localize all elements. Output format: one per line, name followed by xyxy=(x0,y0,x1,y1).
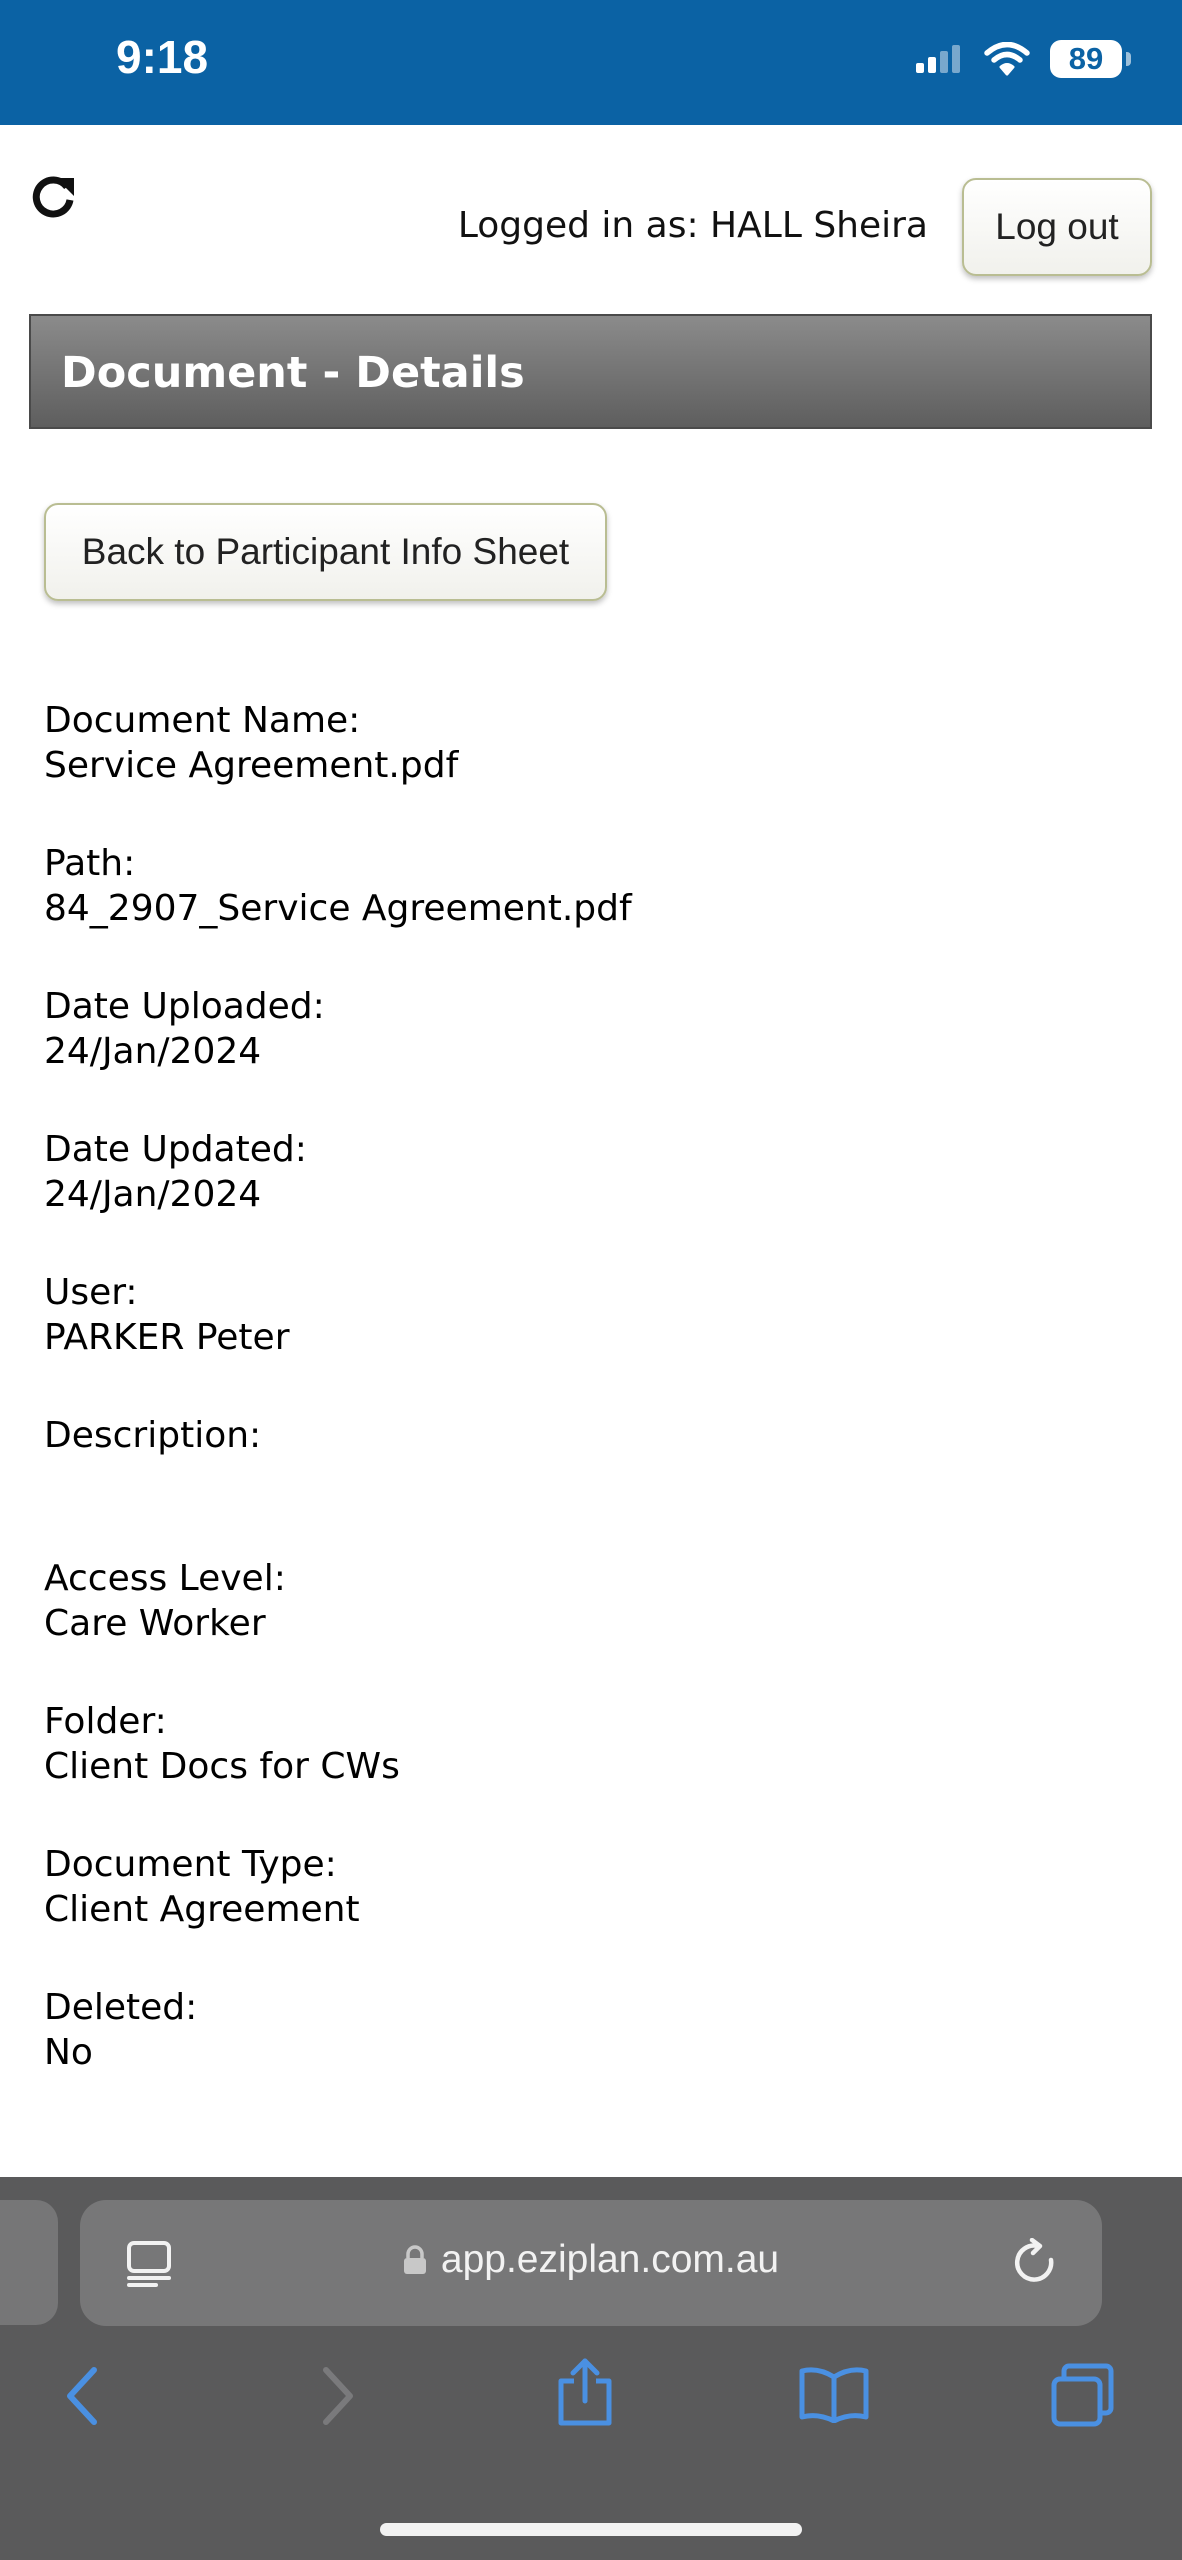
field-label: Document Name: xyxy=(44,700,361,741)
back-to-participant-button[interactable]: Back to Participant Info Sheet xyxy=(44,503,607,601)
field-label: Document Type: xyxy=(44,1844,337,1885)
bookmarks-icon[interactable] xyxy=(798,2365,870,2423)
field-folder xyxy=(44,1699,632,1842)
field-value: Service Agreement.pdf xyxy=(44,745,459,786)
field-label: Deleted: xyxy=(44,1987,198,2028)
field-value: Care Worker xyxy=(44,1603,266,1644)
url-display[interactable] xyxy=(80,2238,1102,2282)
browser-toolbar xyxy=(0,2177,1182,2560)
battery-level: 89 xyxy=(1068,41,1104,76)
field-date-updated xyxy=(44,1127,632,1270)
status-icons xyxy=(916,40,1122,78)
previous-tab-peek[interactable] xyxy=(0,2200,58,2325)
home-indicator xyxy=(380,2523,802,2536)
forward-arrow-icon[interactable] xyxy=(318,2366,358,2426)
status-bar xyxy=(0,0,1182,125)
field-document-type xyxy=(44,1842,632,1985)
wifi-icon xyxy=(984,42,1030,76)
reload-icon[interactable] xyxy=(1010,2238,1060,2288)
field-path xyxy=(44,841,632,984)
refresh-icon[interactable] xyxy=(28,172,78,222)
field-value: PARKER Peter xyxy=(44,1317,290,1358)
page-title: Document - Details xyxy=(61,348,525,398)
field-label: Date Uploaded: xyxy=(44,986,325,1027)
field-value: 84_2907_Service Agreement.pdf xyxy=(44,888,632,929)
field-deleted xyxy=(44,1985,632,2128)
field-label: Description: xyxy=(44,1415,262,1456)
field-value: Client Docs for CWs xyxy=(44,1746,400,1787)
field-value: 24/Jan/2024 xyxy=(44,1174,262,1215)
field-label: User: xyxy=(44,1272,138,1313)
document-details xyxy=(44,698,632,2128)
battery-icon xyxy=(1050,40,1122,78)
field-description xyxy=(44,1413,632,1556)
field-value: No xyxy=(44,2032,93,2073)
tabs-icon[interactable] xyxy=(1050,2363,1116,2427)
field-access-level xyxy=(44,1556,632,1699)
field-document-name xyxy=(44,698,632,841)
field-date-uploaded xyxy=(44,984,632,1127)
field-user xyxy=(44,1270,632,1413)
address-bar[interactable] xyxy=(80,2200,1102,2326)
back-arrow-icon[interactable] xyxy=(62,2366,102,2426)
logged-in-text: Logged in as: HALL Sheira xyxy=(457,205,928,246)
status-time: 9:18 xyxy=(116,31,209,83)
lock-icon xyxy=(403,2245,427,2275)
page-title-bar xyxy=(29,314,1152,429)
field-value: Client Agreement xyxy=(44,1889,360,1930)
field-value: 24/Jan/2024 xyxy=(44,1031,262,1072)
field-label: Access Level: xyxy=(44,1558,286,1599)
field-label: Date Updated: xyxy=(44,1129,307,1170)
field-label: Folder: xyxy=(44,1701,167,1742)
field-label: Path: xyxy=(44,843,136,884)
logout-button[interactable]: Log out xyxy=(962,178,1152,276)
share-icon[interactable] xyxy=(555,2357,615,2427)
url-text: app.eziplan.com.au xyxy=(440,2238,780,2281)
signal-icon xyxy=(916,43,964,75)
